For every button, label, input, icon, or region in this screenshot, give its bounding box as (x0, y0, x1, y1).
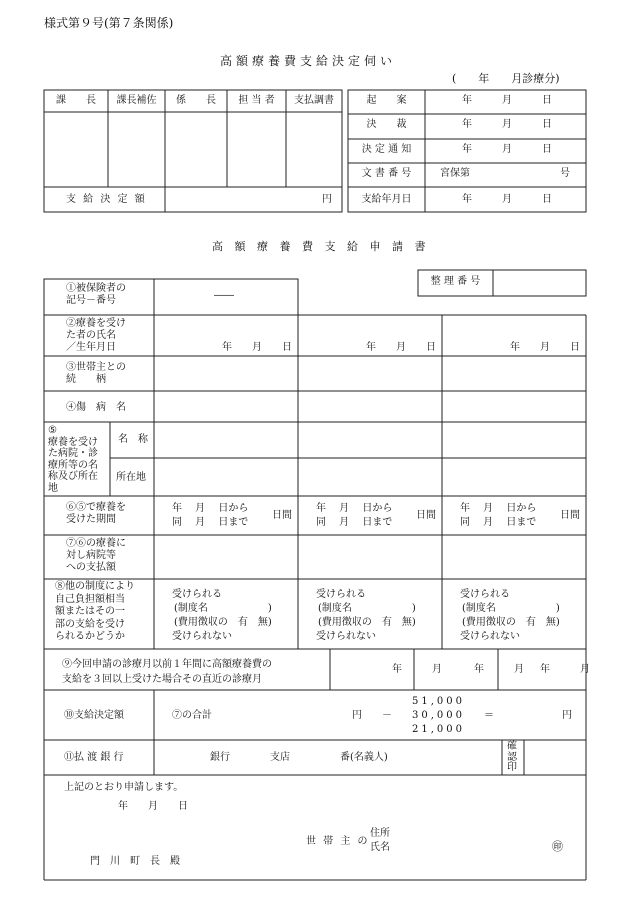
row-kessai-label: 決 裁 (366, 119, 407, 130)
head-tanto: 担 当 者 (238, 95, 275, 106)
mayor-addressee: 門 川 町 長 殿 (90, 856, 180, 867)
name-field-label: 氏名 (370, 842, 390, 853)
period-from-3: 年 月 日から (460, 503, 537, 514)
head-chosho: 支払調書 (294, 95, 334, 106)
bank-branch: 支店 (270, 752, 290, 763)
bank-account: 番(名義人) (340, 752, 388, 763)
system-opt3-c: (費用徴収の 有 無) (462, 617, 560, 628)
decision-total: ⑦の合計 (172, 710, 212, 721)
system-opt2-a: (制度名 ) (174, 603, 272, 614)
period-days-3: 日間 (560, 510, 580, 521)
application-title: 高 額 療 養 費 支 給 申 請 書 (212, 240, 430, 253)
row-shikyu-date: 年 月 日 (462, 194, 552, 205)
amount-2: 30,000 (412, 710, 465, 721)
relation-label: ③世帯主との 続 柄 (66, 362, 126, 385)
disease-label: ④傷 病 名 (66, 402, 126, 413)
period-days-2: 日間 (416, 510, 436, 521)
bank-bank: 銀行 (210, 752, 230, 763)
system-opt1-b: 受けられる (316, 589, 366, 600)
decision-minus: － (382, 710, 392, 721)
decision-yen-1: 円 (352, 710, 362, 721)
approval-title: 高額療養費支給決定伺い (220, 54, 397, 68)
amount-1: 51,000 (412, 696, 465, 707)
history-ym-2: 年 月 (474, 664, 524, 675)
row-tsuchi-label: 決 定 通 知 (361, 144, 412, 155)
apply-date: 年 月 日 (118, 801, 188, 812)
system-opt3-b: (費用徴収の 有 無) (318, 617, 416, 628)
history-ym-1: 年 月 (392, 664, 442, 675)
statement: 上記のとおり申請します。 (64, 782, 184, 793)
row-bunsho-prefix: 宮保第 (440, 168, 470, 179)
system-label: ⑧他の制度により 自己負担額相当 額またはその一 部の支給を受け られるかどうか (55, 581, 135, 642)
bank-label: ⑪払 渡 銀 行 (64, 752, 124, 763)
row-bunsho-label: 文 書 番 号 (361, 168, 412, 179)
system-opt4-c: 受けられない (460, 631, 520, 642)
row-shikyu-label: 支給年月日 (361, 194, 412, 205)
period-days-1: 日間 (272, 510, 292, 521)
history-label: ⑨今回申請の診療月以前１年間に高額療養費の 支給を３回以上受けた場合その直近の診療月 (62, 659, 272, 685)
row-kian-label: 起 案 (366, 95, 407, 106)
period-to-1: 同 月 日まで (172, 517, 249, 528)
birth-date-1: 年 月 日 (222, 342, 292, 353)
decision-equals: ＝ (484, 710, 494, 721)
system-opt1-a: 受けられる (172, 589, 222, 600)
amount-3: 21,000 (412, 724, 465, 735)
amount-unit: 円 (322, 194, 332, 205)
period-label: ⑥⑤で療養を 受けた期間 (66, 502, 126, 525)
approval-period: ( 年 月診療分) (452, 72, 560, 85)
head-hosa: 課長補佐 (116, 95, 157, 106)
paid-label: ⑦⑥の療養に 対し病院等 への支払額 (66, 538, 126, 573)
hospital-label: ⑤ 療養を受け た病院・診 療所等の名 称及び所在 地 (48, 425, 98, 494)
decision-label: ⑩支給決定額 (64, 710, 124, 721)
head-kacho: 課 長 (56, 95, 96, 106)
hospital-addr-label: 所在地 (116, 472, 146, 483)
period-from-1: 年 月 日から (172, 503, 249, 514)
system-opt4-a: 受けられない (172, 631, 232, 642)
row-tsuchi-date: 年 月 日 (462, 144, 552, 155)
birth-date-2: 年 月 日 (366, 342, 436, 353)
system-opt4-b: 受けられない (316, 631, 376, 642)
head-kakaricho: 係 長 (176, 95, 216, 106)
system-opt3-a: (費用徴収の 有 無) (174, 617, 272, 628)
insured-label: ①被保険者の 記号－番号 (66, 283, 126, 306)
hospital-name-label: 名 称 (118, 434, 148, 445)
row-bunsho-suffix: 号 (560, 168, 570, 179)
birth-date-3: 年 月 日 (510, 342, 580, 353)
system-opt2-b: (制度名 ) (318, 603, 416, 614)
period-to-3: 同 月 日まで (460, 517, 537, 528)
householder-label: 世 帯 主 の (306, 836, 370, 847)
name-label: ②療養を受け た者の氏名 ／生年月日 (66, 318, 126, 353)
period-to-2: 同 月 日まで (316, 517, 393, 528)
seal-mark: ㊞ (552, 840, 563, 853)
system-opt1-c: 受けられる (460, 589, 510, 600)
system-opt2-c: (制度名 ) (462, 603, 560, 614)
period-from-2: 年 月 日から (316, 503, 393, 514)
row-kessai-date: 年 月 日 (462, 119, 552, 130)
amount-label: 支 給 決 定 額 (66, 194, 147, 205)
address-label: 住所 (370, 828, 390, 839)
row-kian-date: 年 月 日 (462, 95, 552, 106)
form-label: 様式第９号(第７条関係) (44, 16, 174, 30)
ref-number-label: 整 理 番 号 (430, 276, 481, 287)
decision-yen-2: 円 (562, 710, 572, 721)
confirm-seal-label: 確 認 印 (507, 741, 517, 773)
history-ym-3: 年 月 (540, 664, 590, 675)
insured-value: ―― (214, 290, 234, 301)
